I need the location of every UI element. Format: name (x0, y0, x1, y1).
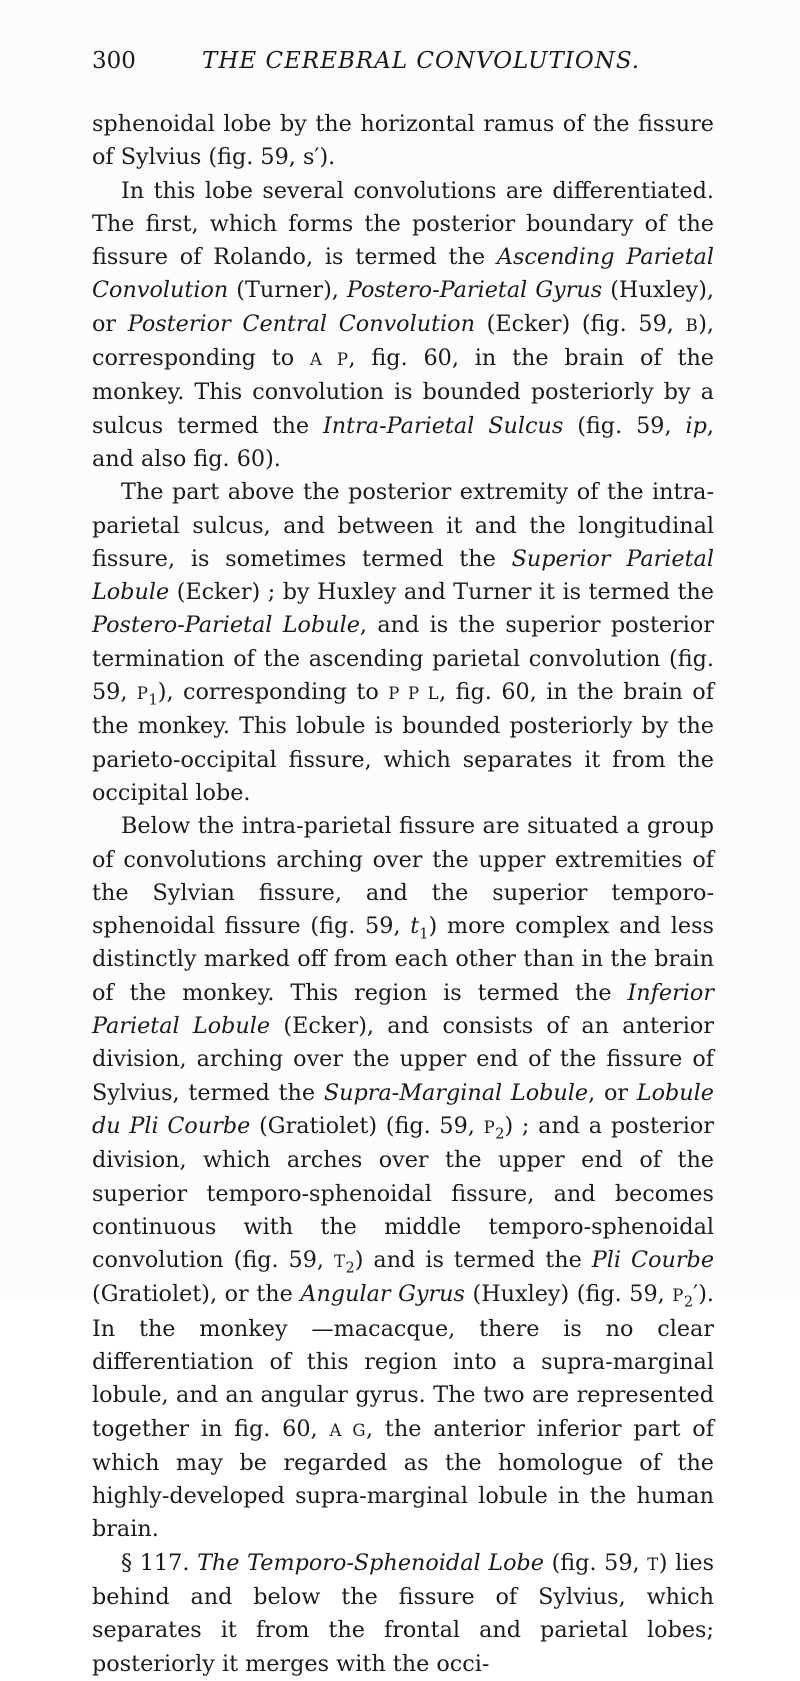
term-supra-marginal-lobule: Supra-Marginal Lobule (323, 1079, 589, 1106)
term-lobule-du-pli-courbe: Lobule du Pli Courbe (92, 1079, 714, 1139)
term-angular-gyrus: Angular Gyrus (300, 1281, 465, 1308)
page-number: 300 (92, 48, 136, 74)
body-text (92, 108, 714, 1681)
term-inferior-parietal-lobule: Inferior Parietal Lobule (92, 979, 714, 1040)
term-postero-parietal-lobule: Postero-Parietal Lobule (92, 612, 360, 639)
term-pli-courbe: Pli Courbe (591, 1247, 715, 1274)
paragraph-1: sphenoidal lobe by the horizontal ramus of the fissure of Sylvius (fig. 59, s′). (92, 111, 714, 171)
term-intra-parietal-sulcus: Intra-Parietal Sulcus (323, 412, 564, 439)
term-temporo-sphenoidal-lobe: The Temporo-Sphenoidal Lobe (197, 1549, 544, 1576)
paragraph-2: In this lobe several convolutions are differentiated. The first, which forms the posterior boundary of the fissure of Rolando, is termed the Ascending Parietal Convolution (Turner), Postero-Parietal Gyrus (Huxley), or Posterior Central Convolution (Ecker) (fig. 59, B), corresponding to A P, fig. 60, in the brain of the monkey. This convolution is bounded posteriorly by a sulcus termed the Intra-Parietal Sulcus (fig. 59, ip, and also fig. 60). (92, 177, 715, 472)
paragraph-3: The part above the posterior extremity of the intra-parietal sulcus, and between it and the longitudinal fissure, is sometimes termed the Superior Parietal Lobule (Ecker) ; by Huxley and Turner it is termed the Postero-Parietal Lobule, and is the superior posterior termination of the ascending parietal convolution (fig. 59, $P_1$), corresponding to P P L, fig. 60, in the brain of the monkey. This lobule is bounded posteriorly by the parieto-occipital fissure, which separates it from the occipital lobe. (92, 479, 714, 806)
term-posterior-central-convolution: Posterior Central Convolution (127, 310, 475, 337)
paragraph-4: Below the intra-parietal fissure are situated a group of convolutions arching over the upper extremities of the Sylvian fissure, and the superior temporo-sphenoidal fissure (fig. 59, $t_1$) more complex and less distinctly marked off from each other than in the brain of the monkey. This region is termed the Inferior Parietal Lobule (Ecker), and consists of an anterior division, arching over the upper end of the fissure of Sylvius, termed the Supra-Marginal Lobule, or Lobule du Pli Courbe (Gratiolet) (fig. 59, $P_2$) ; and a posterior division, which arches over the upper end of the superior temporo-sphenoidal fissure, and becomes continuous with the middle temporo-sphenoidal convolution (fig. 59, $T_2$) and is termed the Pli Courbe (Gratiolet), or the Angular Gyrus (Huxley) (fig. 59, $P_2'$). In the monkey —macacque, there is no clear differentiation of this region into a supra-marginal lobule, and an angular gyrus. The two are represented together in fig. 60, A G, the anterior inferior part of which may be regarded as the homologue of the highly-developed supra-marginal lobule in the human brain. (92, 813, 715, 1543)
term-postero-parietal-gyrus: Postero-Parietal Gyrus (346, 277, 603, 304)
term-superior-parietal-lobule: Superior Parietal Lobule (92, 545, 714, 606)
page-header (92, 48, 712, 82)
term-ascending-parietal-convolution: Ascending Parietal Convolution (92, 244, 714, 304)
running-title: THE CEREBRAL CONVOLUTIONS. (202, 48, 641, 74)
paragraph-5: § 117. The Temporo-Sphenoidal Lobe (fig. 59, T) lies behind and below the fissure of Sylvius, which separates it from the frontal and parietal lobes; posteriorly it merges with the occi- (92, 1549, 715, 1677)
